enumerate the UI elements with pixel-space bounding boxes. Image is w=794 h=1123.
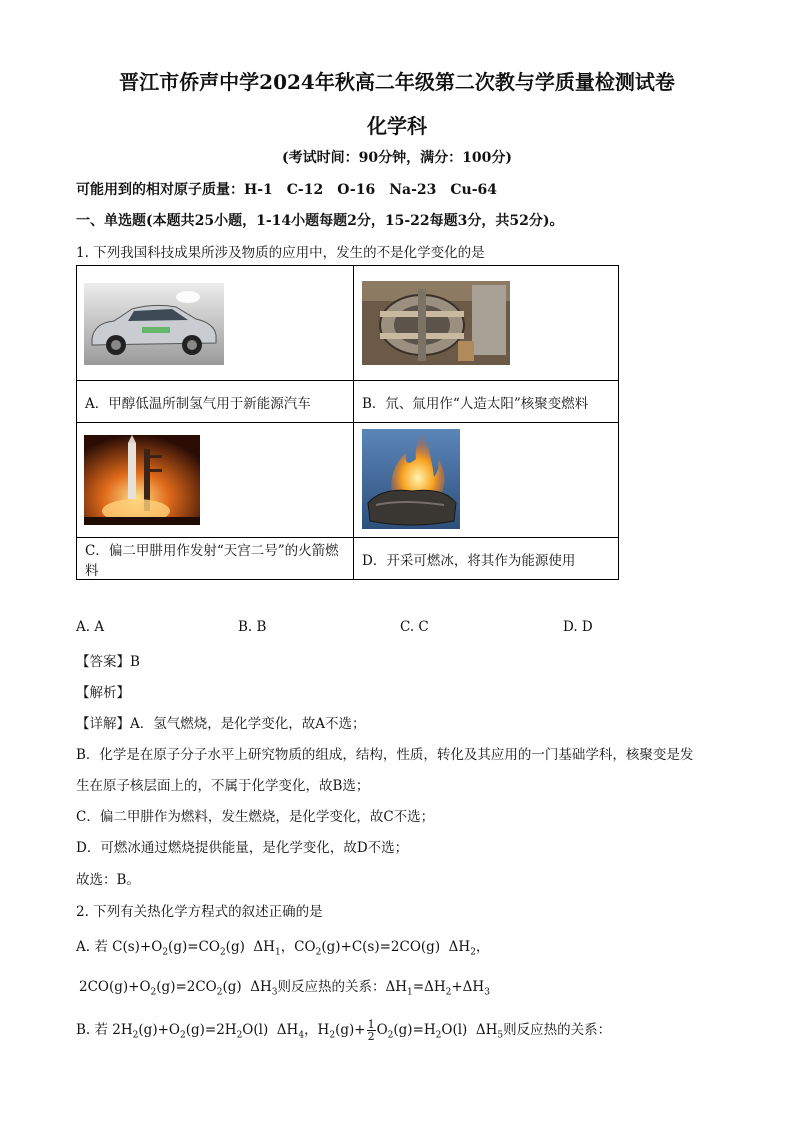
question-2-stem: 2. 下列有关热化学方程式的叙述正确的是 xyxy=(76,904,323,920)
question-1-stem: 1. 下列我国科技成果所涉及物质的应用中，发生的不是化学变化的是 xyxy=(76,245,485,261)
option-a-relation-text: 则反应热的关系： xyxy=(277,979,386,995)
rocket-launch-photo-icon xyxy=(84,435,200,525)
cell-c-image xyxy=(77,423,354,538)
option-d: D. D xyxy=(563,619,593,635)
cell-d-label: D．开采可燃冰，将其作为能源使用 xyxy=(354,538,619,580)
paper-title: 晋江市侨声中学2024年秋高二年级第二次教与学质量检测试卷 xyxy=(119,70,675,94)
question-2-option-a-line2: $2CO(g)+O_2(g)=2CO_2(g)$ $\Delta H_3$则反应热的关系：$\Delta H_1=\Delta H_2+\Delta H_3$ xyxy=(79,979,490,998)
atomic-masses: 可能用到的相对原子质量：H-1 C-12 O-16 Na-23 Cu-64 xyxy=(76,182,497,198)
cell-b-label: B．氘、氚用作“人造太阳”核聚变燃料 xyxy=(354,381,619,423)
cell-b-image xyxy=(354,266,619,381)
question-2-option-a-line1: A. 若 $C(s)+O_2(g)=CO_2(g)$ $\Delta H_1$，$CO_2(g)+C(s)=2CO(g)$ $\Delta H_2$， xyxy=(76,939,490,958)
analysis-line: 生在原子核层面上的，不属于化学变化，故B选； xyxy=(76,778,370,794)
analysis-line: C．偏二甲肼作为燃料，发生燃烧，是化学变化，故C不选； xyxy=(76,809,435,825)
paper-subtitle: 化学科 xyxy=(367,114,427,138)
cell-a-label: A．甲醇低温所制氢气用于新能源汽车 xyxy=(77,381,354,423)
analysis-line: D．可燃冰通过燃烧提供能量，是化学变化，故D不选； xyxy=(76,840,409,856)
cell-d-image xyxy=(354,423,619,538)
fusion-reactor-photo-icon xyxy=(362,281,510,365)
option-a-prefix: A. 若 xyxy=(76,939,108,955)
analysis-line: B．化学是在原子分子水平上研究物质的组成，结构，性质，转化及其应用的一门基础学科，核聚变是发 xyxy=(76,747,694,763)
analysis-heading: 【解析】 xyxy=(76,685,130,701)
analysis-line: 【详解】A．氢气燃烧，是化学变化，故A不选； xyxy=(76,716,366,732)
option-b-relation-text: 则反应热的关系： xyxy=(503,1022,612,1038)
burning-ice-photo-icon xyxy=(362,429,460,529)
analysis-conclusion: 故选：B。 xyxy=(76,872,140,888)
exam-info: (考试时间：90分钟，满分：100分) xyxy=(282,150,512,166)
option-c: C. C xyxy=(400,619,429,635)
cell-a-image xyxy=(77,266,354,381)
option-a: A. A xyxy=(76,619,105,635)
option-b: B. B xyxy=(238,619,267,635)
section-heading: 一、单选题(本题共25小题，1-14小题每题2分，15-22每题3分，共52分)。 xyxy=(76,213,564,229)
question-1-table xyxy=(76,265,619,580)
question-2-option-b: B. 若 $2H_2(g)+O_2(g)=2H_2O(l)$ $\Delta H_4$，$H_2(g)+$ $\frac{1}{2}$ $O_2(g)=H_2O(l)$ $\Delta H_5$则反应热的关系： xyxy=(76,1018,612,1043)
car-photo-icon xyxy=(84,283,224,365)
fraction-one-half: $\frac{1}{2}$ xyxy=(367,1018,375,1043)
option-b-prefix: B. 若 xyxy=(76,1022,109,1038)
cell-c-label: C．偏二甲肼用作发射“天宫二号”的火箭燃料 xyxy=(77,538,354,580)
answer-line: 【答案】B xyxy=(76,654,140,670)
